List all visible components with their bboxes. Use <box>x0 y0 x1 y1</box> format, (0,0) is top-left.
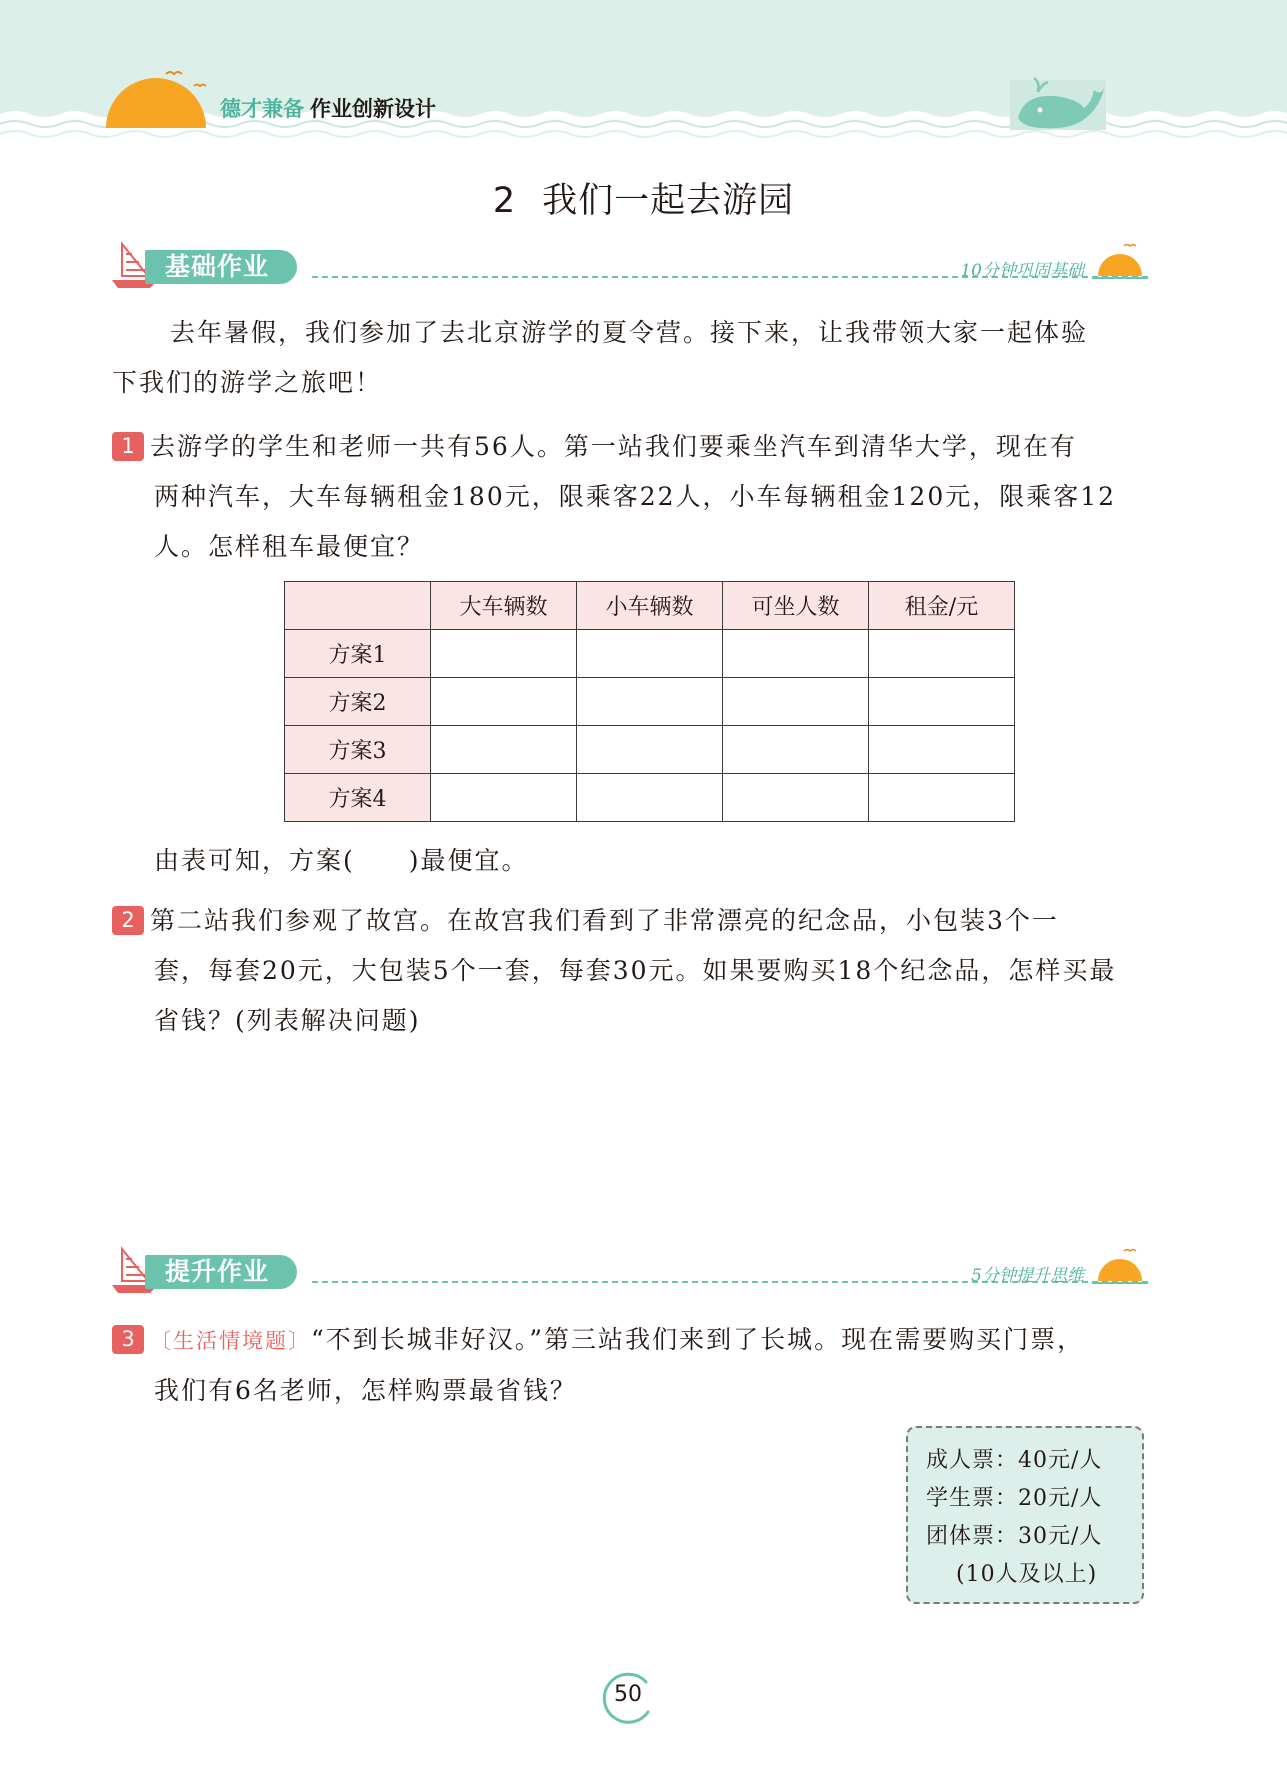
table-blank-cell[interactable] <box>431 678 577 726</box>
question-number-badge: 1 <box>112 432 144 461</box>
table-blank-cell[interactable] <box>577 774 723 822</box>
sun-icon <box>1092 242 1148 284</box>
table-blank-cell[interactable] <box>723 678 869 726</box>
question-1 <box>112 422 1152 572</box>
table-row <box>285 726 1015 774</box>
question-3 <box>112 1315 1152 1416</box>
table-header-cell: 可坐人数 <box>723 582 869 630</box>
table-header-cell: 大车辆数 <box>431 582 577 630</box>
table-blank-cell[interactable] <box>577 630 723 678</box>
table-blank-cell[interactable] <box>869 630 1015 678</box>
table-header-cell: 租金/元 <box>869 582 1015 630</box>
table-blank-cell[interactable] <box>431 630 577 678</box>
brand-colored-text: 德才兼备 <box>220 97 304 121</box>
ticket-student-price: 学生票：20元/人 <box>926 1486 1103 1511</box>
whale-icon <box>1010 72 1110 132</box>
context-tag: 〔生活情境题〕 <box>150 1329 311 1353</box>
plan-table <box>284 581 1015 822</box>
table-header-row <box>285 582 1015 630</box>
question-line: 我们有6名老师，怎样购票最省钱？ <box>154 1376 577 1405</box>
section-time-note: 5分钟提升思维 <box>971 1266 1084 1286</box>
question-number-badge: 2 <box>112 906 144 935</box>
question-line: 套，每套20元，大包装5个一套，每套30元。如果要购买18个纪念品，怎样买最 <box>154 956 1117 985</box>
section-time-note: 10分钟巩固基础 <box>960 261 1084 281</box>
table-row-label: 方案2 <box>285 678 431 726</box>
brand-title <box>220 93 436 123</box>
page-number-text: 50 <box>614 1682 642 1707</box>
table-row-label: 方案1 <box>285 630 431 678</box>
intro-line: 下我们的游学之旅吧！ <box>112 368 383 397</box>
brand-dark-text: 作业创新设计 <box>310 97 436 121</box>
question-line: 第二站我们参观了故宫。在故宫我们看到了非常漂亮的纪念品，小包装3个一 <box>150 906 1059 935</box>
ticket-group-price: 团体票：30元/人 <box>926 1524 1103 1549</box>
table-header-cell: 小车辆数 <box>577 582 723 630</box>
intro-paragraph <box>112 308 1152 408</box>
table-row-label: 方案3 <box>285 726 431 774</box>
table-row <box>285 630 1015 678</box>
table-row <box>285 774 1015 822</box>
q1-answer-line: 由表可知，方案( )最便宜。 <box>154 846 529 875</box>
table-blank-cell[interactable] <box>869 678 1015 726</box>
ticket-price-box <box>906 1426 1144 1604</box>
table-blank-cell[interactable] <box>869 726 1015 774</box>
section-label: 提升作业 <box>145 1255 297 1289</box>
question-number-badge: 3 <box>112 1325 144 1354</box>
question-2 <box>112 896 1152 1046</box>
table-blank-cell[interactable] <box>431 774 577 822</box>
question-line: “不到长城非好汉。”第三站我们来到了长城。现在需要购买门票， <box>311 1325 1085 1354</box>
table-header-cell <box>285 582 431 630</box>
question-line: 去游学的学生和老师一共有56人。第一站我们要乘坐汽车到清华大学，现在有 <box>150 432 1077 461</box>
question-line: 省钱？(列表解决问题) <box>154 1006 421 1035</box>
ticket-group-note: (10人及以上) <box>956 1562 1098 1587</box>
sun-icon <box>1092 1247 1148 1289</box>
lesson-title-text: 我们一起去游园 <box>542 181 795 221</box>
section-header-basic <box>112 240 1148 290</box>
table-blank-cell[interactable] <box>723 726 869 774</box>
lesson-title <box>0 173 1287 223</box>
page-number <box>598 1668 658 1728</box>
lesson-number: 2 <box>492 181 517 221</box>
table-row <box>285 678 1015 726</box>
table-blank-cell[interactable] <box>723 774 869 822</box>
table-row-label: 方案4 <box>285 774 431 822</box>
question-line: 人。怎样租车最便宜？ <box>154 532 425 561</box>
sun-logo-icon <box>102 70 212 130</box>
intro-line: 去年暑假，我们参加了去北京游学的夏令营。接下来，让我带领大家一起体验 <box>170 318 1089 347</box>
table-blank-cell[interactable] <box>869 774 1015 822</box>
table-blank-cell[interactable] <box>431 726 577 774</box>
question-line: 两种汽车，大车每辆租金180元，限乘客22人，小车每辆租金120元，限乘客12 <box>154 482 1117 511</box>
section-label: 基础作业 <box>145 250 297 284</box>
table-blank-cell[interactable] <box>577 678 723 726</box>
table-blank-cell[interactable] <box>577 726 723 774</box>
table-blank-cell[interactable] <box>723 630 869 678</box>
ticket-adult-price: 成人票：40元/人 <box>926 1448 1103 1473</box>
section-header-advanced <box>112 1245 1148 1295</box>
